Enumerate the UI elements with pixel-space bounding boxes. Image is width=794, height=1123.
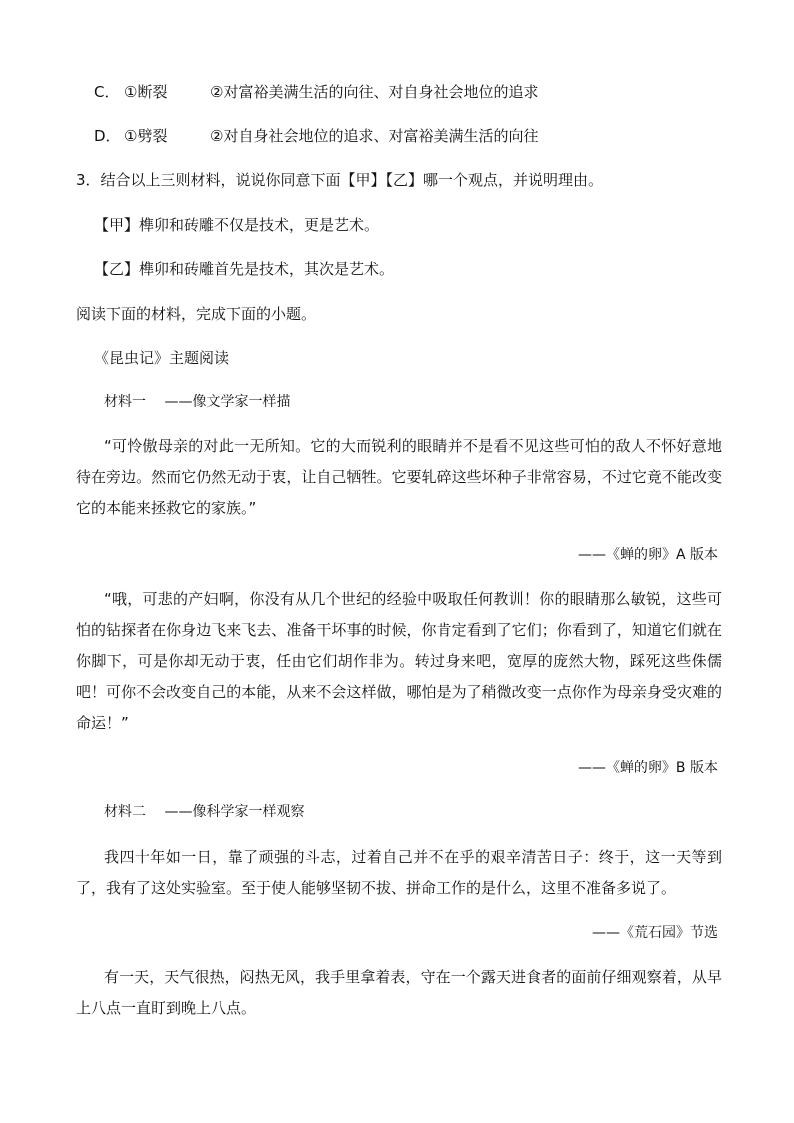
material-2-paragraph-a: 我四十年如一日，靠了顽强的斗志，过着自己并不在乎的艰辛清苦日子：终于，这一天等到了，我有了这处实验室。至于使人能够坚韧不拔、拼命工作的是什么，这里不准备多说了。 (76, 848, 722, 897)
option-d-letter: D． (94, 127, 121, 145)
option-c-letter: C． (94, 83, 120, 101)
option-d-second: ②对自身社会地位的追求、对富裕美满生活的向往 (210, 127, 539, 145)
question-3-prompt: 3．结合以上三则材料，说说你同意下面【甲】【乙】哪一个观点，并说明理由。 (76, 171, 604, 189)
reading-instruction: 阅读下面的材料，完成下面的小题。 (76, 305, 317, 323)
reading-topic: 《昆虫记》主题阅读 (94, 349, 230, 367)
viewpoint-yi: 【乙】榫卯和砖雕首先是技术，其次是艺术。 (94, 260, 395, 278)
material-1-title: 材料一 ——像文学家一样描 (104, 394, 291, 410)
option-d-first: ①劈裂 (124, 127, 168, 145)
option-c (94, 82, 538, 102)
option-c-first: ①断裂 (124, 83, 168, 101)
viewpoint-jia: 【甲】榫卯和砖雕不仅是技术，更是艺术。 (94, 216, 380, 234)
option-d (94, 126, 538, 146)
material-2-source-a: ——《荒石园》节选 (592, 925, 718, 941)
material-1-paragraph-a: “可怜傲母亲的对此一无所知。它的大而锐利的眼睛并不是看不见这些可怕的敌人不怀好意地待在旁边。然而它仍然无动于衷，让自己牺牲。它要轧碎这些坏种子非常容易，不过它竟不能改变它的本能来拯救它的家族。” (76, 437, 722, 517)
option-c-second: ②对富裕美满生活的向往、对自身社会地位的追求 (210, 83, 539, 101)
material-2-title: 材料二 ——像科学家一样观察 (104, 804, 305, 820)
material-2-paragraph-b: 有一天，天气很热，闷热无风，我手里拿着表，守在一个露天进食者的面前仔细观察着，从早上八点一直盯到晚上八点。 (76, 968, 722, 1017)
material-1-source-a: ——《蝉的卵》A 版本 (577, 547, 718, 563)
material-1-source-b: ——《蝉的卵》B 版本 (577, 760, 718, 776)
material-1-paragraph-b: “哦，可悲的产妇啊，你没有从几个世纪的经验中吸取任何教训！你的眼睛那么敏锐，这些可怕的钻探者在你身边飞来飞去、准备干坏事的时候，你肯定看到了它们；你看到了，知道它们就在你脚下，可是你却无动于衷，任由它们胡作非为。转过身来吧，宽厚的庞然大物，踩死这些侏儒吧！可你不会改变自己的本能，从来不会这样做，哪怕是为了稍微改变一点你作为母亲身受灾难的命运！” (76, 590, 722, 732)
